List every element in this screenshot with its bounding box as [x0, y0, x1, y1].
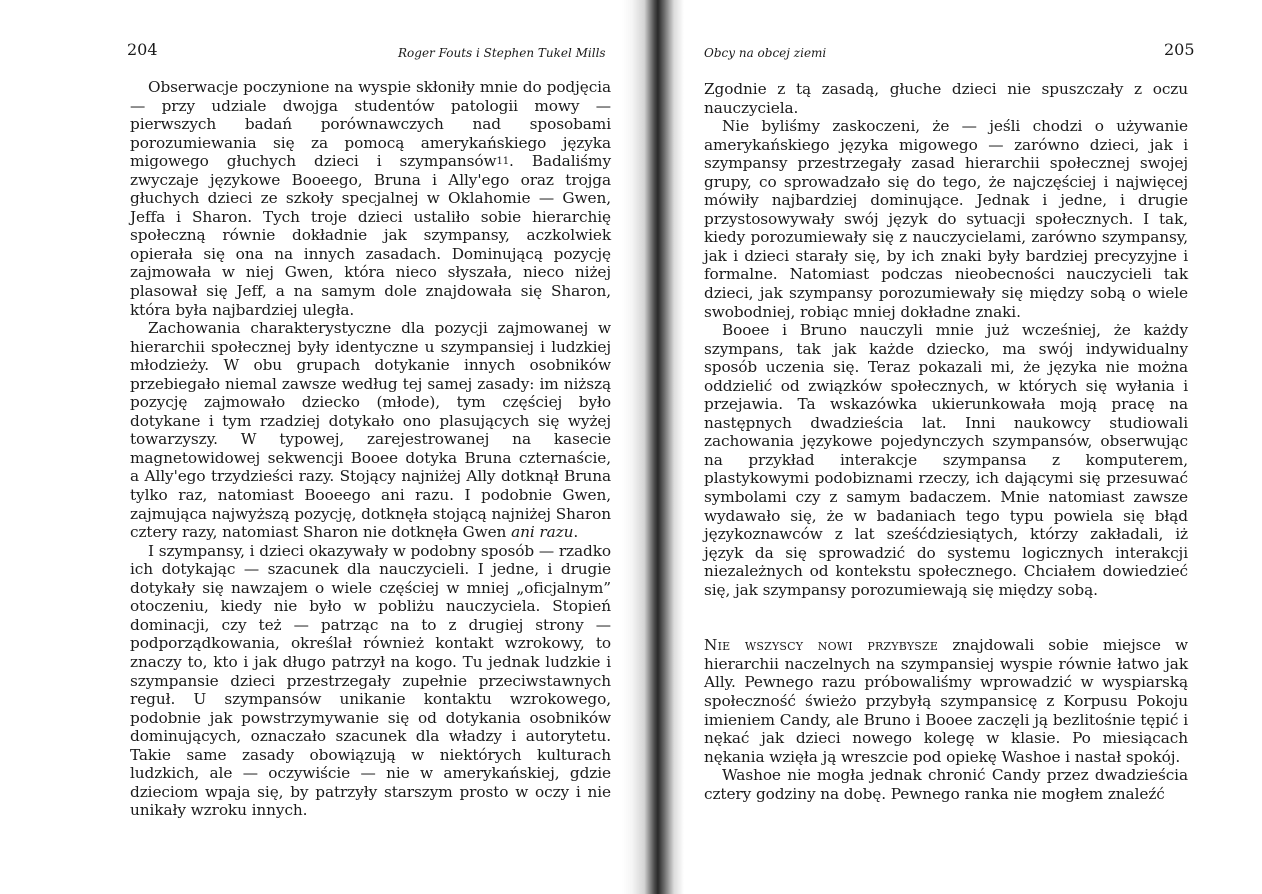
paragraph-text: Obserwacje poczynione na wyspie skłoniły mnie do podjęcia — przy udziale dwojga studentów patologii mowy — pierwszych badań porównawczych nad sposobami porozumiewania się za pomocą amerykańskiego języka migowego głuchych dzieci i szympansów: [130, 78, 611, 171]
section-paragraph: [704, 636, 1188, 766]
footnote-marker: 11: [496, 156, 510, 168]
paragraph: Booee i Bruno nauczyli mnie już wcześniej, że każdy szympans, tak jak każde dziecko, ma swój indywidualny sposób uczenia się. Teraz pokazali mi, że języka nie można oddzielić od związków społecznych, w których się wyłania i przejawia. Ta wskazówka ukierunkowała moją pracę na następnych dwadzieścia lat. Inni naukowcy studiowali zachowania językowe pojedynczych szympansów, obserwując na przykład interakcje szympansa z komputerem, plastykowymi podobiznami rzeczy, ich dającymi się przesuwać symbolami czy z samym badaczem. Mnie natomiast zawsze wydawało się, że w badaniach tego typu powiela się błąd językoznawców z lat sześćdziesiątych, którzy zakładali, iż język da się sprowadzić do systemu logicznych interakcji niezależnych od kontekstu społecznego. Chciałem dowiedzieć się, jak szympansy porozumiewają się między sobą.: [704, 321, 1188, 599]
paragraph-text: Zachowania charakterystyczne dla pozycji zajmowanej w hierarchii społecznej były identyczne u szympansiej i ludzkiej młodzieży. W obu grupach dotykanie innych osobników przebiegało niemal zawsze według tej samej zasady: im niższą pozycję zajmowało dziecko (młode), tym częściej było dotykane i tym rzadziej dotykało ono plasujących się wyżej towarzyszy. W typowej, zarejestrowanej na kasecie magnetowidowej sekwencji Booee dotyka Bruna czternaście, a Ally'ego trzydzieści razy. Stojący najniżej Ally dotknął Bruna tylko raz, natomiast Booeego ani razu. I podobnie Gwen, zajmująca najwyższą pozycję, dotknęła stojącą najniżej Sharon cztery razy, natomiast Sharon nie dotknęła Gwen: [130, 319, 611, 542]
paragraph: [130, 78, 611, 319]
section-lead-in: Nie wszyscy nowi przybysze: [704, 636, 939, 655]
emphasis-text: ani razu: [511, 523, 574, 542]
page-number-left: 204: [127, 40, 158, 59]
page-number-right: 205: [1164, 40, 1195, 59]
paragraph: Washoe nie mogła jednak chronić Candy przez dwadzieścia cztery godziny na dobę. Pewnego ranka nie mogłem znaleźć: [704, 766, 1188, 803]
paragraph: [130, 319, 611, 542]
running-head-left: Roger Fouts i Stephen Tukel Mills: [398, 46, 606, 60]
paragraph: Nie byliśmy zaskoczeni, że — jeśli chodzi o używanie amerykańskiego języka migowego — zarówno dzieci, jak i szympansy przestrzegały zasad hierarchii społecznej swojej grupy, co sprowadzało się do tego, że najczęściej i najwięcej mówiły najbardziej dominujące. Jednak i jedne, i drugie przystosowywały swój język do sytuacji społecznych. I tak, kiedy porozumiewały się z nauczycielami, zarówno szympansy, jak i dzieci starały się, by ich znaki były bardziej precyzyjne i formalne. Natomiast podczas nieobecności nauczycieli tak dzieci, jak szympansy porozumiewały się między sobą o wiele swobodniej, robiąc mniej dokładne znaki.: [704, 117, 1188, 321]
right-page-body: [704, 80, 1188, 803]
paragraph-text: znajdowali sobie miejsce w hierarchii naczelnych na szympansiej wyspie równie łatwo jak Ally. Pewnego razu próbowaliśmy wprowadzić w wyspiarską społeczność świeżo przybyłą szympansicę z Korpusu Pokoju imieniem Candy, ale Bruno i Booee zaczęli ją bezlitośnie tępić i nękać jak dzieci nowego kolegę w klasie. Po miesiącach nękania wzięła ją wreszcie pod opiekę Washoe i nastał spokój.: [704, 636, 1188, 766]
running-head-right: Obcy na obcej ziemi: [704, 46, 827, 60]
paragraph: Zgodnie z tą zasadą, głuche dzieci nie spuszczały z oczu nauczyciela.: [704, 80, 1188, 117]
paragraph-text: . Badaliśmy zwyczaje językowe Booeego, Bruna i Ally'ego oraz trojga głuchych dzieci ze szkoły specjalnej w Oklahomie — Gwen, Jeffa i Sharon. Tych troje dzieci ustaliło sobie hierarchię społeczną równie dokładnie jak szympansy, aczkolwiek opierała się ona na innych zasadach. Dominującą pozycję zajmowała w niej Gwen, która nieco słyszała, nieco niżej plasował się Jeff, a na samym dole znajdowała się Sharon, która była najbardziej uległa.: [130, 152, 611, 319]
paragraph-text: .: [573, 523, 579, 542]
left-page-body: [130, 78, 611, 820]
paragraph: I szympansy, i dzieci okazywały w podobny sposób — rzadko ich dotykając — szacunek dla nauczycieli. I jedne, i drugie dotykały się nawzajem o wiele częściej w mniej „oficjalnym” otoczeniu, kiedy nie było w pobliżu nauczyciela. Stopień dominacji, czy też — patrząc na to z drugiej strony — podporządkowania, określał również kontakt wzrokowy, to znaczy to, kto i jak długo patrzył na kogo. Tu jednak ludzkie i szympansie dzieci przestrzegały zupełnie przeciwstawnych reguł. U szympansów unikanie kontaktu wzrokowego, podobnie jak powstrzymywanie się od dotykania osobników dominujących, oznaczało szacunek dla władzy i autorytetu. Takie same zasady obowiązują w niektórych kulturach ludzkich, ale — oczywiście — nie w amerykańskiej, gdzie dzieciom wpaja się, by patrzyły starszym prosto w oczy i nie unikały wzroku innych.: [130, 541, 611, 820]
